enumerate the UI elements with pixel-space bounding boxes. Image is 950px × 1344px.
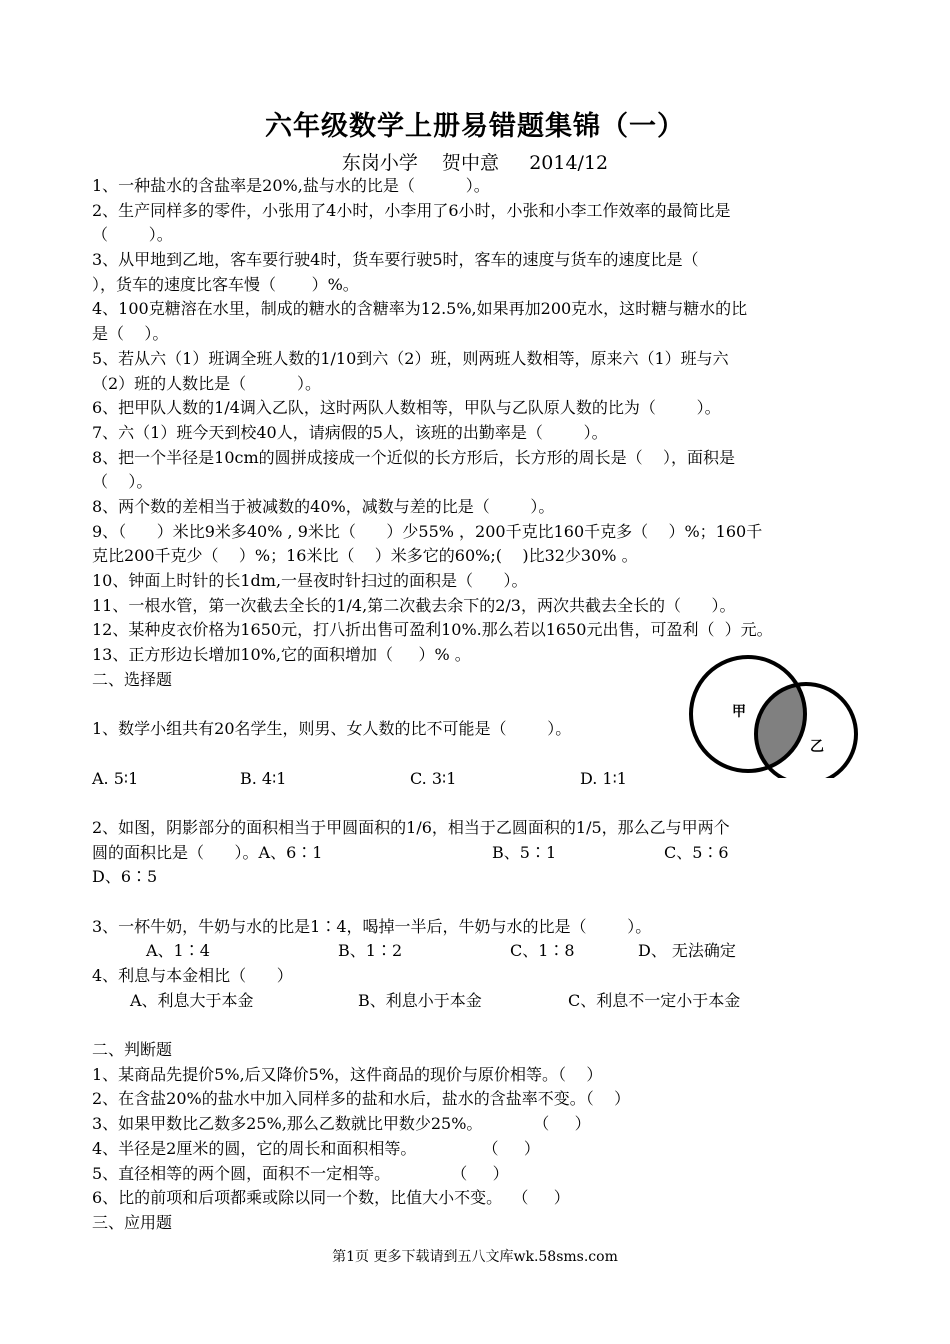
fill-line: 是（ ）。 [92, 324, 169, 344]
fill-line: 7、六（1）班今天到校40人，请病假的5人，该班的出勤率是（ ）。 [92, 422, 608, 442]
venn-label-b: 乙 [810, 739, 824, 755]
choice-q3-stem: 3、一杯牛奶，牛奶与水的比是1∶4，喝掉一半后，牛奶与水的比是（ ）。 [92, 916, 652, 936]
fill-line: 9、（ ）米比9米多40% , 9米比（ ）少55% ，200千克比160千克多（ ）%；160千 [92, 521, 763, 541]
choice-option: D、6∶5 [92, 867, 158, 887]
choice-option: A. 5∶1 [92, 768, 139, 788]
fill-line: 2、生产同样多的零件，小张用了4小时，小李用了6小时，小张和小李工作效率的最简比是 [92, 200, 731, 220]
section-heading-apply: 三、应用题 [92, 1212, 173, 1232]
venn-label-a: 甲 [732, 704, 746, 720]
choice-q1-stem: 1、数学小组共有20名学生，则男、女人数的比不可能是（ ）。 [92, 719, 572, 739]
choice-option: D、 无法确定 [638, 941, 736, 961]
fill-line: 1、一种盐水的含盐率是20%,盐与水的比是（ ）。 [92, 176, 490, 195]
choice-option: C. 3∶1 [410, 768, 457, 788]
page-subtitle: 东岗小学 贺中意 2014/12 [341, 152, 609, 174]
judge-line: 2、在含盐20%的盐水中加入同样多的盐和水后，盐水的含盐率不变。（ ） [92, 1089, 631, 1109]
section-heading-judge: 二、判断题 [92, 1040, 173, 1060]
judge-line: 4、半径是2厘米的圆，它的周长和面积相等。 （ ） [92, 1138, 540, 1158]
choice-option: A、利息大于本金 [130, 990, 254, 1010]
fill-line: 6、把甲队人数的1/4调入乙队，这时两队人数相等，甲队与乙队原人数的比为（ ）。 [92, 398, 721, 418]
fill-line: 13、正方形边长增加10%,它的面积增加（ ）% 。 [92, 645, 471, 665]
fill-line: （ ）。 [92, 225, 173, 245]
fill-line: 3、从甲地到乙地，客车要行驶4时，货车要行驶5时，客车的速度与货车的速度比是（ [92, 250, 699, 270]
choice-q3-options [92, 939, 882, 964]
page-footer: 第1页 更多下载请到五八文库wk.58sms.com [332, 1249, 618, 1265]
section-heading-choice: 二、选择题 [92, 669, 173, 689]
choice-q2-options [92, 841, 882, 866]
fill-line: 12、某种皮衣价格为1650元，打八折出售可盈利10%.那么若以1650元出售，可盈利（ ）元。 [92, 620, 773, 640]
choice-q4-stem: 4、利息与本金相比（ ） [92, 966, 293, 985]
choice-option: D. 1∶1 [580, 768, 627, 788]
choice-q4-options [92, 989, 882, 1014]
fill-line: 5、若从六（1）班调全班人数的1/10到六（2）班，则两班人数相等，原来六（1）班与六 [92, 348, 729, 368]
fill-line: 11、一根水管，第一次截去全长的1/4,第二次截去余下的2/3，两次共截去全长的（ ）。 [92, 595, 736, 615]
judge-line: 5、直径相等的两个圆，面积不一定相等。 （ ） [92, 1163, 509, 1183]
venn-diagram [688, 654, 860, 778]
choice-option: C、5∶6 [664, 842, 729, 862]
judge-line: 6、比的前项和后项都乘或除以同一个数，比值大小不变。 （ ） [92, 1188, 570, 1208]
fill-line: （2）班的人数比是（ ）。 [92, 373, 322, 393]
page-title: 六年级数学上册易错题集锦（一） [265, 111, 685, 142]
choice-q2-line: 2、如图，阴影部分的面积相当于甲圆面积的1/6，相当于乙圆面积的1/5，那么乙与甲两个 [92, 817, 730, 837]
fill-line: ），货车的速度比客车慢（ ）%。 [92, 274, 359, 294]
fill-line: 10、钟面上时针的长1dm,一昼夜时针扫过的面积是（ ）。 [92, 571, 528, 590]
judge-line: 1、某商品先提价5%,后又降价5%，这件商品的现价与原价相等。（ ） [92, 1064, 603, 1084]
choice-option: B. 4∶1 [240, 768, 287, 788]
judge-line: 3、如果甲数比乙数多25%,那么乙数就比甲数少25%。 （ ） [92, 1114, 591, 1134]
fill-line: 8、把一个半径是10cm的圆拼成接成一个近似的长方形后，长方形的周长是（ ），面积是 [92, 447, 736, 467]
fill-line: （ ）。 [92, 472, 153, 492]
fill-line: 克比200千克少（ ）%；16米比（ ）米多它的60%;( )比32少30% 。 [92, 546, 638, 566]
choice-option: C、1∶8 [510, 941, 575, 961]
fill-line: 4、100克糖溶在水里，制成的糖水的含糖率为12.5%,如果再加200克水，这时糖与糖水的比 [92, 299, 748, 319]
choice-option: B、5∶1 [492, 842, 557, 862]
choice-q2-line: 圆的面积比是（ ）。A、6∶1 [92, 842, 323, 862]
choice-option: A、1∶4 [146, 941, 210, 961]
choice-option: B、利息小于本金 [358, 990, 482, 1010]
fill-line: 8、两个数的差相当于被减数的40%，减数与差的比是（ ）。 [92, 496, 555, 516]
choice-option: C、利息不一定小于本金 [568, 990, 741, 1010]
choice-option: B、1∶2 [338, 941, 403, 961]
